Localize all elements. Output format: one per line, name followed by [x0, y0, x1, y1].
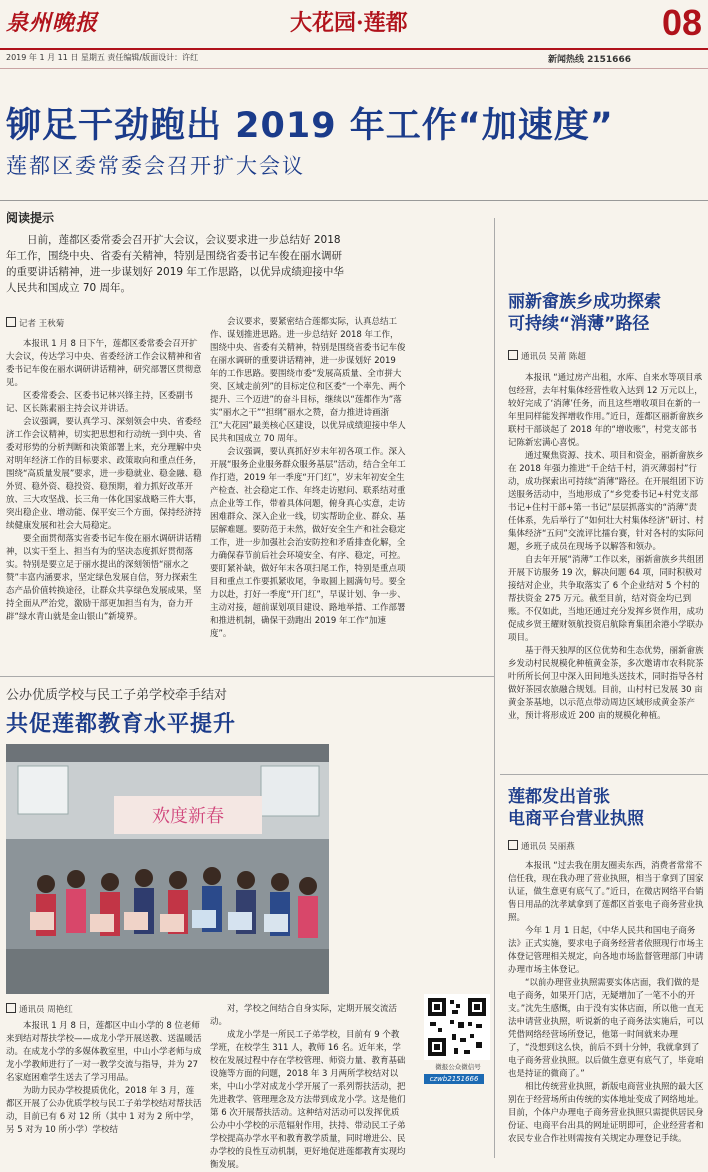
lead-column-1	[6, 338, 202, 683]
ecology-body	[508, 372, 704, 768]
ecommerce-headline-line: 电商平台营业执照	[508, 809, 644, 829]
dateline: 2019 年 1 月 11 日 星期五 责任编辑/版面设计：许红	[6, 53, 199, 62]
classroom-photo-illustration	[6, 744, 329, 994]
page-number: 08	[661, 2, 702, 43]
education-paragraph: 本报讯 1 月 8 日，莲都区中山小学的 8 位老师来到结对帮扶学校——成龙小学开展送教、送温暖活动。在成龙小学的多媒体教室里，中山小学老师与成龙小学教师进行了一对一教学交流与指导，并为 27 名家庭困难学生送去了学习用品。	[6, 1021, 202, 1083]
section-logo	[290, 6, 490, 42]
lead-paragraph: 会议要求，要紧密结合莲都实际，认真总结工作、谋划推进思路。进一步总结好 2018 年工作，围绕中央、省委有关精神，特别是围绕省委书记车俊在丽水调研的重要讲话精神，进一步谋划好 2019 年的工作思路。要围绕市委“发展高质量、全市拼大突、区域走前列”的目标定位和区委“一个率先、两个提升、三个迈进”的奋斗目标，继续以“莲都作为”落实“丽水之干”“担纲”丽水之赞，奋力推进诗画浙江“大花园”最美核心区建设，以优异成绩迎接中华人民共和国成立 70 周年。	[210, 317, 406, 444]
lead-paragraph: 会议强调，要认真学习、深刻领会中央、省委经济工作会议精神，切实把思想和行动统一到中央、省委对形势的分析判断和决策部署上来，充分理解中央对明年经济工作的目标要求、政策取向和重点任务，围绕“高质量发展”要求，进一步稳就业、稳金融、稳外贸、稳外资、稳投资、稳预期，着力抓好改革开放、三大攻坚战、长三角一体化国家战略三件大事，突出稳企业、增动能、保平安三个方面，保持经济持续健康发展和社会大局稳定。	[6, 417, 202, 531]
qr-code-icon	[424, 994, 490, 1060]
lead-column-2	[210, 316, 406, 683]
ecology-paragraph: 本报讯 “通过房产出租，水库、自来水等项目承包经营，去年村集体经营性收入达到 12 万元以上，较好完成了‘消薄’任务，而且这些增收项目在新的一年里同样能发挥增收作用。”近日，莲都区丽新畲族乡联村干部谈起了 2018 年的“增收账”，村党支部书记陈新宏满心喜悦。	[508, 373, 704, 448]
photo-banner: 欢度新春	[152, 806, 224, 827]
ecology-headline-line: 可持续“消薄”路径	[508, 314, 650, 334]
ecommerce-byline: 通讯员 吴丽燕	[508, 840, 575, 852]
lead-divider	[0, 200, 708, 201]
right-divider	[500, 774, 708, 775]
education-divider	[0, 676, 494, 677]
ecology-byline: 通讯员 吴莆 陈超	[508, 350, 586, 362]
education-byline: 通讯员 周艳红	[6, 1003, 73, 1015]
lead-byline: 记者 王秋菊	[6, 317, 64, 329]
lead-headline: 铆足干劲跑出 2019 年工作“加速度”	[6, 106, 614, 146]
ecommerce-headline-line: 莲都发出首张	[508, 787, 610, 807]
education-kicker: 公办优质学校与民工子弟学校牵手结对	[6, 688, 228, 703]
masthead-rule	[0, 48, 708, 50]
lead-subhead: 莲都区委常委会召开扩大会议	[6, 154, 305, 178]
column-divider	[494, 218, 495, 1158]
education-paragraph: 对，学校之间结合自身实际，定期开展交流活动。	[210, 1004, 398, 1027]
ecommerce-paragraph: 相比传统营业执照，新版电商营业执照的最大区别在于经营场所由传统的实体地址变成了网络地址。目前，个体户办理电子商务营业执照只需提供居民身份证、电商平台出具的网址证明即可，企业经营者和农民专业合作社则需按有关规定办理登记手续。	[508, 1082, 704, 1144]
lead-summary: 日前，莲都区委常委会召开扩大会议，会议要求进一步总结好 2018 年工作，围绕中央、省委有关精神，特别是围绕省委书记车俊在丽水调研的重要讲话精神，进一步谋划好 2019 年工作思路，以优异成绩迎接中华人民共和国成立 70 周年。	[6, 234, 344, 294]
education-headline: 共促莲都教育水平提升	[6, 712, 237, 737]
education-paragraph: 成龙小学是一所民工子弟学校，目前有 9 个教学班，在校学生 311 人，教师 16 名。近年来，学校在发展过程中存在学校管理、师资力量、教育基础设施等方面的问题，2018 年 3 月两所学校结对以来，中山小学对成龙小学开展了一系列帮扶活动，把先进教学、管理理念及方法带到成龙小学。这是他们第 6 次开展帮扶活动。这种结对活动可以发挥优质公办中小学校的示范辐射作用，扶持、带动民工子弟学校提高办学水平和教育教学质量，同时增进公、民办学校的良性互动机制，更好地促进莲都教育实现均衡发展。	[210, 1030, 406, 1170]
header-divider	[0, 68, 708, 69]
lead-paragraph: 要全面贯彻落实省委书记车俊在丽水调研讲话精神，以实干至上、担当有为的坚决态度抓好贯彻落实。特别是要立足于丽水提出的深刻领悟“丽水之赞”丰富内涵要求，坚定绿色发展自信，努力探索生态产品价值转换途径，让群众共享绿色发展成果，坚持全面从严治党，激励干部更加担当有为，奋力开辟“绿水青山就是金山银山”新境界。	[6, 534, 202, 622]
lead-paragraph: 区委常委会、区委书记林兴锋主持，区委副书记、区长陈素丽主持会议并讲话。	[6, 391, 194, 414]
ecommerce-paragraph: “以前办理营业执照需要实体店面，我们做的是电子商务，如果开门店，无疑增加了一笔不小的开支。”沈先生感慨，由于没有实体店面，所以他一直无法申请营业执照，听说新的电子商务法实施后，可以凭借网络经营场所登记，他第一时间就来办理了，“没想到这么快，前后不到十分钟，我就拿到了电子商务营业执照。以后做生意更有底气了，毕竟咱也是持证的微商了。”	[508, 978, 704, 1079]
education-photo	[6, 744, 329, 994]
ecology-headline	[508, 291, 661, 335]
ecology-paragraph: 通过聚焦资源、技术、项目和资金，丽新畲族乡在 2018 年强力推进“千企结千村，消灭薄弱村”行动，成功探索出可持续“消薄”路径。在开展组团下访送服务活动中，当地形成了“乡党委书记+村党支部书记+住村干部+第一书记”层层抓落实的“消薄”责任体系，先后举行了“如何壮大村集体经济”研讨、村集体经济“五问”交流评比擂台赛，针对各村的实际问题，乡班子成员在现场予以解答和领办。	[508, 451, 704, 552]
lead-paragraph: 会议强调，要认真抓好岁末年初各项工作。深入开展“服务企业服务群众服务基层”活动，结合全年工作打造，2019 年一季度“开门红”，岁末年初安全生产检查、社会稳定工作、年终走访慰问、联系结对重点企业等工作，带着具体问题，俯身真心实意，走访困难群众、深入企业一线，切实帮助企业、群众、基层解难题。要防范于未然，做好安全生产和社会稳定工作，进一步加强社会治安防控和矛盾排查化解，全力确保春节前后社会环境安全、有序、稳定，可控。要盯紧补缺，做好年末各项扫尾工作，特别是重点项目和重点工作要抓紧收尾，争取圆上圆满句号。要全力以赴，打好一季度“开门红”，早谋计划、争一步、主动对接，超前谋划项目建设、路地举措、工作部署和推进机制，确保干劲跑出 2019 年工作“加速度”。	[210, 447, 406, 639]
news-hotline: 新闻热线 2151666	[548, 55, 631, 65]
ecommerce-paragraph: 本报讯 “过去我在朋友圈卖东西，消费者常常不信任我，现在我办理了营业执照，相当于拿到了国家认证，做生意更有底气了。”近日，在微店网络平台销售日用品的沈孝斌拿到了莲都区首张电子商务营业执照。	[508, 861, 704, 923]
lead-paragraph: 本报讯 1 月 8 日下午，莲都区委常委会召开扩大会议，传达学习中央、省委经济工作会议精神和省委书记车俊在丽水调研讲话精神，研究部署区贯彻意见。	[6, 339, 202, 388]
ecology-paragraph: 基于得天独厚的区位优势和生态优势，丽新畲族乡发动村民规模化种植黄金茶，多次邀请市农科院茶叶所所长何卫中深入田间地头送技术，同时指导各村做好茶园农旅融合规划。目前，山村村已发展 30 亩黄金茶基地，以示范点带动周边区域形成黄金茶产业，预计将形成近 200 亩的规模化种植。	[508, 646, 704, 721]
education-column-1	[6, 1020, 202, 1160]
reading-tip-label: 阅读提示	[6, 211, 55, 225]
section-prefix: 大花园·	[290, 10, 364, 36]
ecommerce-body	[508, 860, 704, 1158]
qr-code[interactable]	[424, 994, 490, 1060]
paper-logo: 泉州晚报	[6, 10, 99, 36]
section-name: 莲都	[363, 10, 408, 36]
ecology-headline-line: 丽新畲族乡成功探索	[508, 292, 661, 312]
weibo-handle: czwb2151666	[424, 1074, 484, 1084]
education-paragraph: 为助力民办学校提质优化，2018 年 3 月，莲都区开展了公办优质学校与民工子弟学校结对帮扶活动，目前已有 6 对 12 所（其中 1 对为 2 所中学，另 5 对为 10 所小学）学校结	[6, 1086, 202, 1135]
ecommerce-paragraph: 今年 1 月 1 日起，《中华人民共和国电子商务法》正式实施，要求电子商务经营者依照现行市场主体登记管理相关规定，向各地市场监督管理部门申请办理市场主体登记。	[508, 926, 704, 975]
education-column-2	[210, 1003, 406, 1170]
ecology-paragraph: 自去年开展“消薄”工作以来，丽新畲族乡共组团开展下访服务 19 次，解决问题 64 项，同时积极对接结对企业，共争取落实了 6 个企业结对 5 个村的帮扶资金 275 万元。截至目前，结对资金均已到账。不仅如此，当地还通过充分发挥乡贤作用，成功促成乡贤王耀财领航投资启航除育集团余港小学联办项目。	[508, 555, 704, 643]
qr-caption: 微报公众微信号	[435, 1063, 481, 1071]
ecommerce-headline	[508, 786, 644, 830]
